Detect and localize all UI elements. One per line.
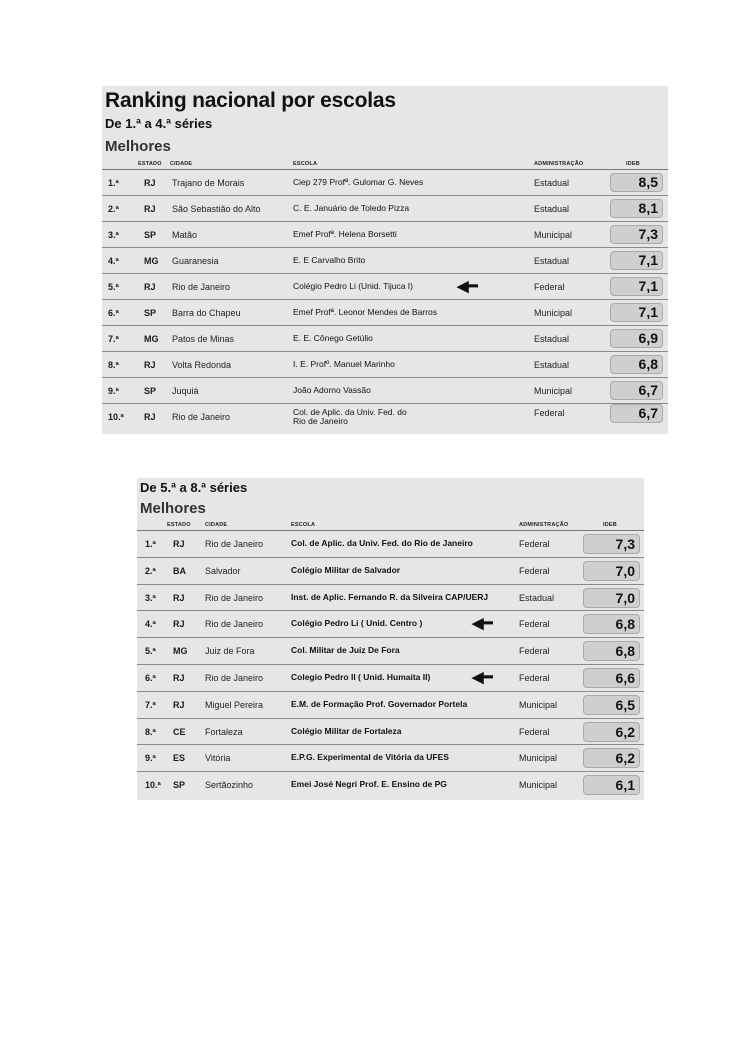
city-cell: Rio de Janeiro <box>205 619 264 630</box>
administration-cell: Federal <box>534 282 565 292</box>
table-row <box>137 531 644 558</box>
ideb-score-badge: 6,6 <box>583 668 640 688</box>
state-cell: RJ <box>144 412 156 422</box>
rank-cell: 5.ª <box>108 282 119 292</box>
state-cell: MG <box>144 334 159 344</box>
ideb-score-badge: 7,0 <box>583 561 640 581</box>
section-heading: Melhores <box>140 500 206 517</box>
administration-cell: Municipal <box>519 753 558 764</box>
city-cell: Rio de Janeiro <box>205 592 264 603</box>
table-row <box>102 300 668 326</box>
table-row <box>137 665 644 692</box>
school-cell-line2: Rio de Janeiro <box>293 416 348 426</box>
administration-cell: Municipal <box>534 230 573 240</box>
city-cell: Barra do Chapeu <box>172 308 241 318</box>
state-cell: CE <box>173 726 186 737</box>
administration-cell: Federal <box>534 408 565 418</box>
city-cell: Salvador <box>205 565 241 576</box>
ideb-score-badge: 6,1 <box>583 775 640 795</box>
ranking-table <box>102 169 668 429</box>
administration-cell: Federal <box>519 619 550 630</box>
state-cell: BA <box>173 565 186 576</box>
city-cell: Patos de Minas <box>172 334 235 344</box>
school-cell: Col. de Aplic. da Univ. Fed. do Rio de Janeiro <box>291 538 473 548</box>
city-cell: Juiz de Fora <box>205 646 255 657</box>
table-row <box>137 692 644 719</box>
administration-cell: Estadual <box>534 334 570 344</box>
ideb-score-badge: 6,2 <box>583 748 640 768</box>
school-cell: Colégio Pedro Li (Unid. Tijuca I) <box>293 281 414 291</box>
city-cell: Miguel Pereira <box>205 699 264 710</box>
administration-cell: Estadual <box>534 178 570 188</box>
state-cell: RJ <box>173 592 185 603</box>
city-cell: Sertãozinho <box>205 780 254 791</box>
school-cell: Emef Profª. Leonor Mendes de Barros <box>293 307 437 317</box>
school-cell: Inst. de Aplic. Fernando R. da Silveira CAP/UERJ <box>291 591 489 602</box>
rank-cell: 8.ª <box>108 360 119 370</box>
school-cell: Col. Militar de Juiz De Fora <box>291 645 400 656</box>
table-row <box>102 196 668 222</box>
state-cell: RJ <box>144 204 156 214</box>
school-cell: Emei José Negri Prof. E. Ensino de PG <box>291 779 447 790</box>
left-arrow-icon: ◀━ <box>472 615 493 633</box>
ideb-score-badge: 6,2 <box>583 722 640 742</box>
city-cell: Fortaleza <box>205 726 243 737</box>
state-cell: RJ <box>173 672 185 683</box>
left-arrow-icon: ◀━ <box>472 668 493 686</box>
rank-cell: 4.ª <box>145 619 156 630</box>
rank-cell: 7.ª <box>108 334 119 344</box>
table-row <box>102 248 668 274</box>
city-cell: Vitória <box>205 753 231 764</box>
administration-cell: Municipal <box>534 308 573 318</box>
table-row <box>137 611 644 638</box>
administration-cell: Municipal <box>534 386 573 396</box>
rank-cell: 7.ª <box>145 699 156 710</box>
ideb-score-badge: 7,1 <box>610 251 663 270</box>
school-cell: Colégio Pedro Li ( Unid. Centro ) <box>291 618 423 629</box>
table-row <box>137 772 644 798</box>
administration-cell: Municipal <box>519 780 558 791</box>
rank-cell: 1.ª <box>108 178 119 188</box>
rank-cell: 1.ª <box>145 539 156 549</box>
header-ideb: IDEB <box>626 161 640 167</box>
state-cell: MG <box>144 256 159 266</box>
administration-cell: Federal <box>519 726 550 737</box>
page-title: Ranking nacional por escolas <box>105 89 396 112</box>
school-cell: Colégio Militar de Fortaleza <box>291 725 402 736</box>
administration-cell: Estadual <box>534 256 570 266</box>
header-estado: ESTADO <box>167 522 191 528</box>
rank-cell: 5.ª <box>145 646 156 657</box>
school-cell: Ciep 279 Profª. Gulomar G. Neves <box>293 177 424 187</box>
school-cell: Colégio Militar de Salvador <box>291 564 401 575</box>
table-header <box>137 520 644 530</box>
header-cidade: CIDADE <box>205 522 228 528</box>
table-row <box>102 352 668 378</box>
administration-cell: Federal <box>519 646 550 657</box>
rank-cell: 6.ª <box>108 308 119 318</box>
table-row <box>102 378 668 404</box>
rank-cell: 4.ª <box>108 256 119 266</box>
city-cell: Matão <box>172 230 198 240</box>
city-cell: Juquiá <box>172 386 199 396</box>
rank-cell: 6.ª <box>145 672 156 683</box>
city-cell: Rio de Janeiro <box>205 539 264 549</box>
city-cell: Volta Redonda <box>172 360 232 370</box>
administration-cell: Federal <box>519 565 550 576</box>
ideb-score-badge: 7,0 <box>583 588 640 608</box>
rank-cell: 3.ª <box>108 230 119 240</box>
rank-cell: 2.ª <box>145 565 156 576</box>
header-estado: ESTADO <box>138 161 162 167</box>
ranking-clipping-1a4 <box>102 86 668 434</box>
school-cell: Col. de Aplic. da Univ. Fed. do <box>293 407 407 417</box>
administration-cell: Estadual <box>519 592 555 603</box>
city-cell: Guaranesia <box>172 256 219 266</box>
ideb-score-badge: 6,5 <box>583 695 640 715</box>
city-cell: São Sebastião do Alto <box>172 204 261 214</box>
state-cell: SP <box>144 308 157 318</box>
header-cidade: CIDADE <box>170 161 193 167</box>
table-row <box>137 585 644 612</box>
administration-cell: Federal <box>519 672 550 683</box>
ideb-score-badge: 8,1 <box>610 199 663 218</box>
state-cell: SP <box>144 386 157 396</box>
table-row <box>137 558 644 585</box>
ideb-score-badge: 7,1 <box>610 303 663 322</box>
table-row <box>102 326 668 352</box>
school-cell: E. E. Cônego Getúlio <box>293 333 373 343</box>
ranking-table <box>137 530 644 798</box>
administration-cell: Municipal <box>519 699 558 710</box>
left-arrow-icon: ◀━ <box>457 278 478 295</box>
school-cell: E.M. de Formação Prof. Governador Portela <box>291 698 468 709</box>
rank-cell: 10.ª <box>145 780 161 791</box>
rank-cell: 9.ª <box>145 753 156 764</box>
ideb-score-badge: 7,3 <box>583 534 640 554</box>
header-administracao: ADMINISTRAÇÃO <box>534 161 584 167</box>
city-cell: Rio de Janeiro <box>172 282 231 292</box>
table-row <box>137 745 644 772</box>
table-row <box>102 222 668 248</box>
school-cell: I. E. Profº. Manuel Marinho <box>293 359 395 369</box>
rank-cell: 10.ª <box>108 412 124 422</box>
ideb-score-badge: 7,3 <box>610 225 663 244</box>
ideb-score-badge: 6,8 <box>583 614 640 634</box>
ideb-score-badge: 6,8 <box>610 355 663 374</box>
table-row <box>137 719 644 746</box>
state-cell: ES <box>173 753 186 764</box>
state-cell: RJ <box>173 699 185 710</box>
city-cell: Rio de Janeiro <box>172 412 231 422</box>
grade-range-subtitle: De 5.ª a 8.ª séries <box>140 480 248 495</box>
table-row <box>102 404 668 429</box>
school-cell: Colegio Pedro II ( Unid. Humaita II) <box>291 671 431 682</box>
state-cell: RJ <box>173 619 185 630</box>
grade-range-subtitle: De 1.ª a 4.ª séries <box>105 116 213 131</box>
table-row <box>102 274 668 300</box>
rank-cell: 9.ª <box>108 386 119 396</box>
school-cell: C. E. Januário de Toledo Pizza <box>293 203 410 213</box>
header-escola: ESCOLA <box>293 161 318 167</box>
header-ideb: IDEB <box>603 522 617 528</box>
state-cell: MG <box>173 646 188 657</box>
ranking-clipping-5a8 <box>137 478 644 800</box>
ideb-score-badge: 7,1 <box>610 277 663 296</box>
rank-cell: 3.ª <box>145 592 156 603</box>
administration-cell: Federal <box>519 539 550 549</box>
ideb-score-badge: 6,9 <box>610 329 663 348</box>
state-cell: SP <box>144 230 157 240</box>
section-heading: Melhores <box>105 138 171 155</box>
ideb-score-badge: 6,7 <box>610 381 663 400</box>
state-cell: RJ <box>144 360 156 370</box>
school-cell: E. E Carvalho Brito <box>293 255 366 265</box>
city-cell: Trajano de Morais <box>172 178 245 188</box>
table-row <box>102 170 668 196</box>
state-cell: RJ <box>144 178 156 188</box>
table-row <box>137 638 644 665</box>
school-cell: João Adorno Vassão <box>293 385 371 395</box>
school-cell: Emef Profª. Helena Borsetti <box>293 229 397 239</box>
state-cell: RJ <box>144 282 156 292</box>
state-cell: RJ <box>173 539 185 549</box>
rank-cell: 8.ª <box>145 726 156 737</box>
ideb-score-badge: 6,8 <box>583 641 640 661</box>
administration-cell: Estadual <box>534 360 570 370</box>
city-cell: Rio de Janeiro <box>205 672 264 683</box>
ideb-score-badge: 6,7 <box>610 404 663 423</box>
header-escola: ESCOLA <box>291 522 316 528</box>
header-administracao: ADMINISTRAÇÃO <box>519 522 569 528</box>
rank-cell: 2.ª <box>108 204 119 214</box>
ideb-score-badge: 8,5 <box>610 173 663 192</box>
table-header <box>102 159 668 169</box>
administration-cell: Estadual <box>534 204 570 214</box>
state-cell: SP <box>173 780 186 791</box>
school-cell: E.P.G. Experimental de Vitória da UFES <box>291 752 449 763</box>
